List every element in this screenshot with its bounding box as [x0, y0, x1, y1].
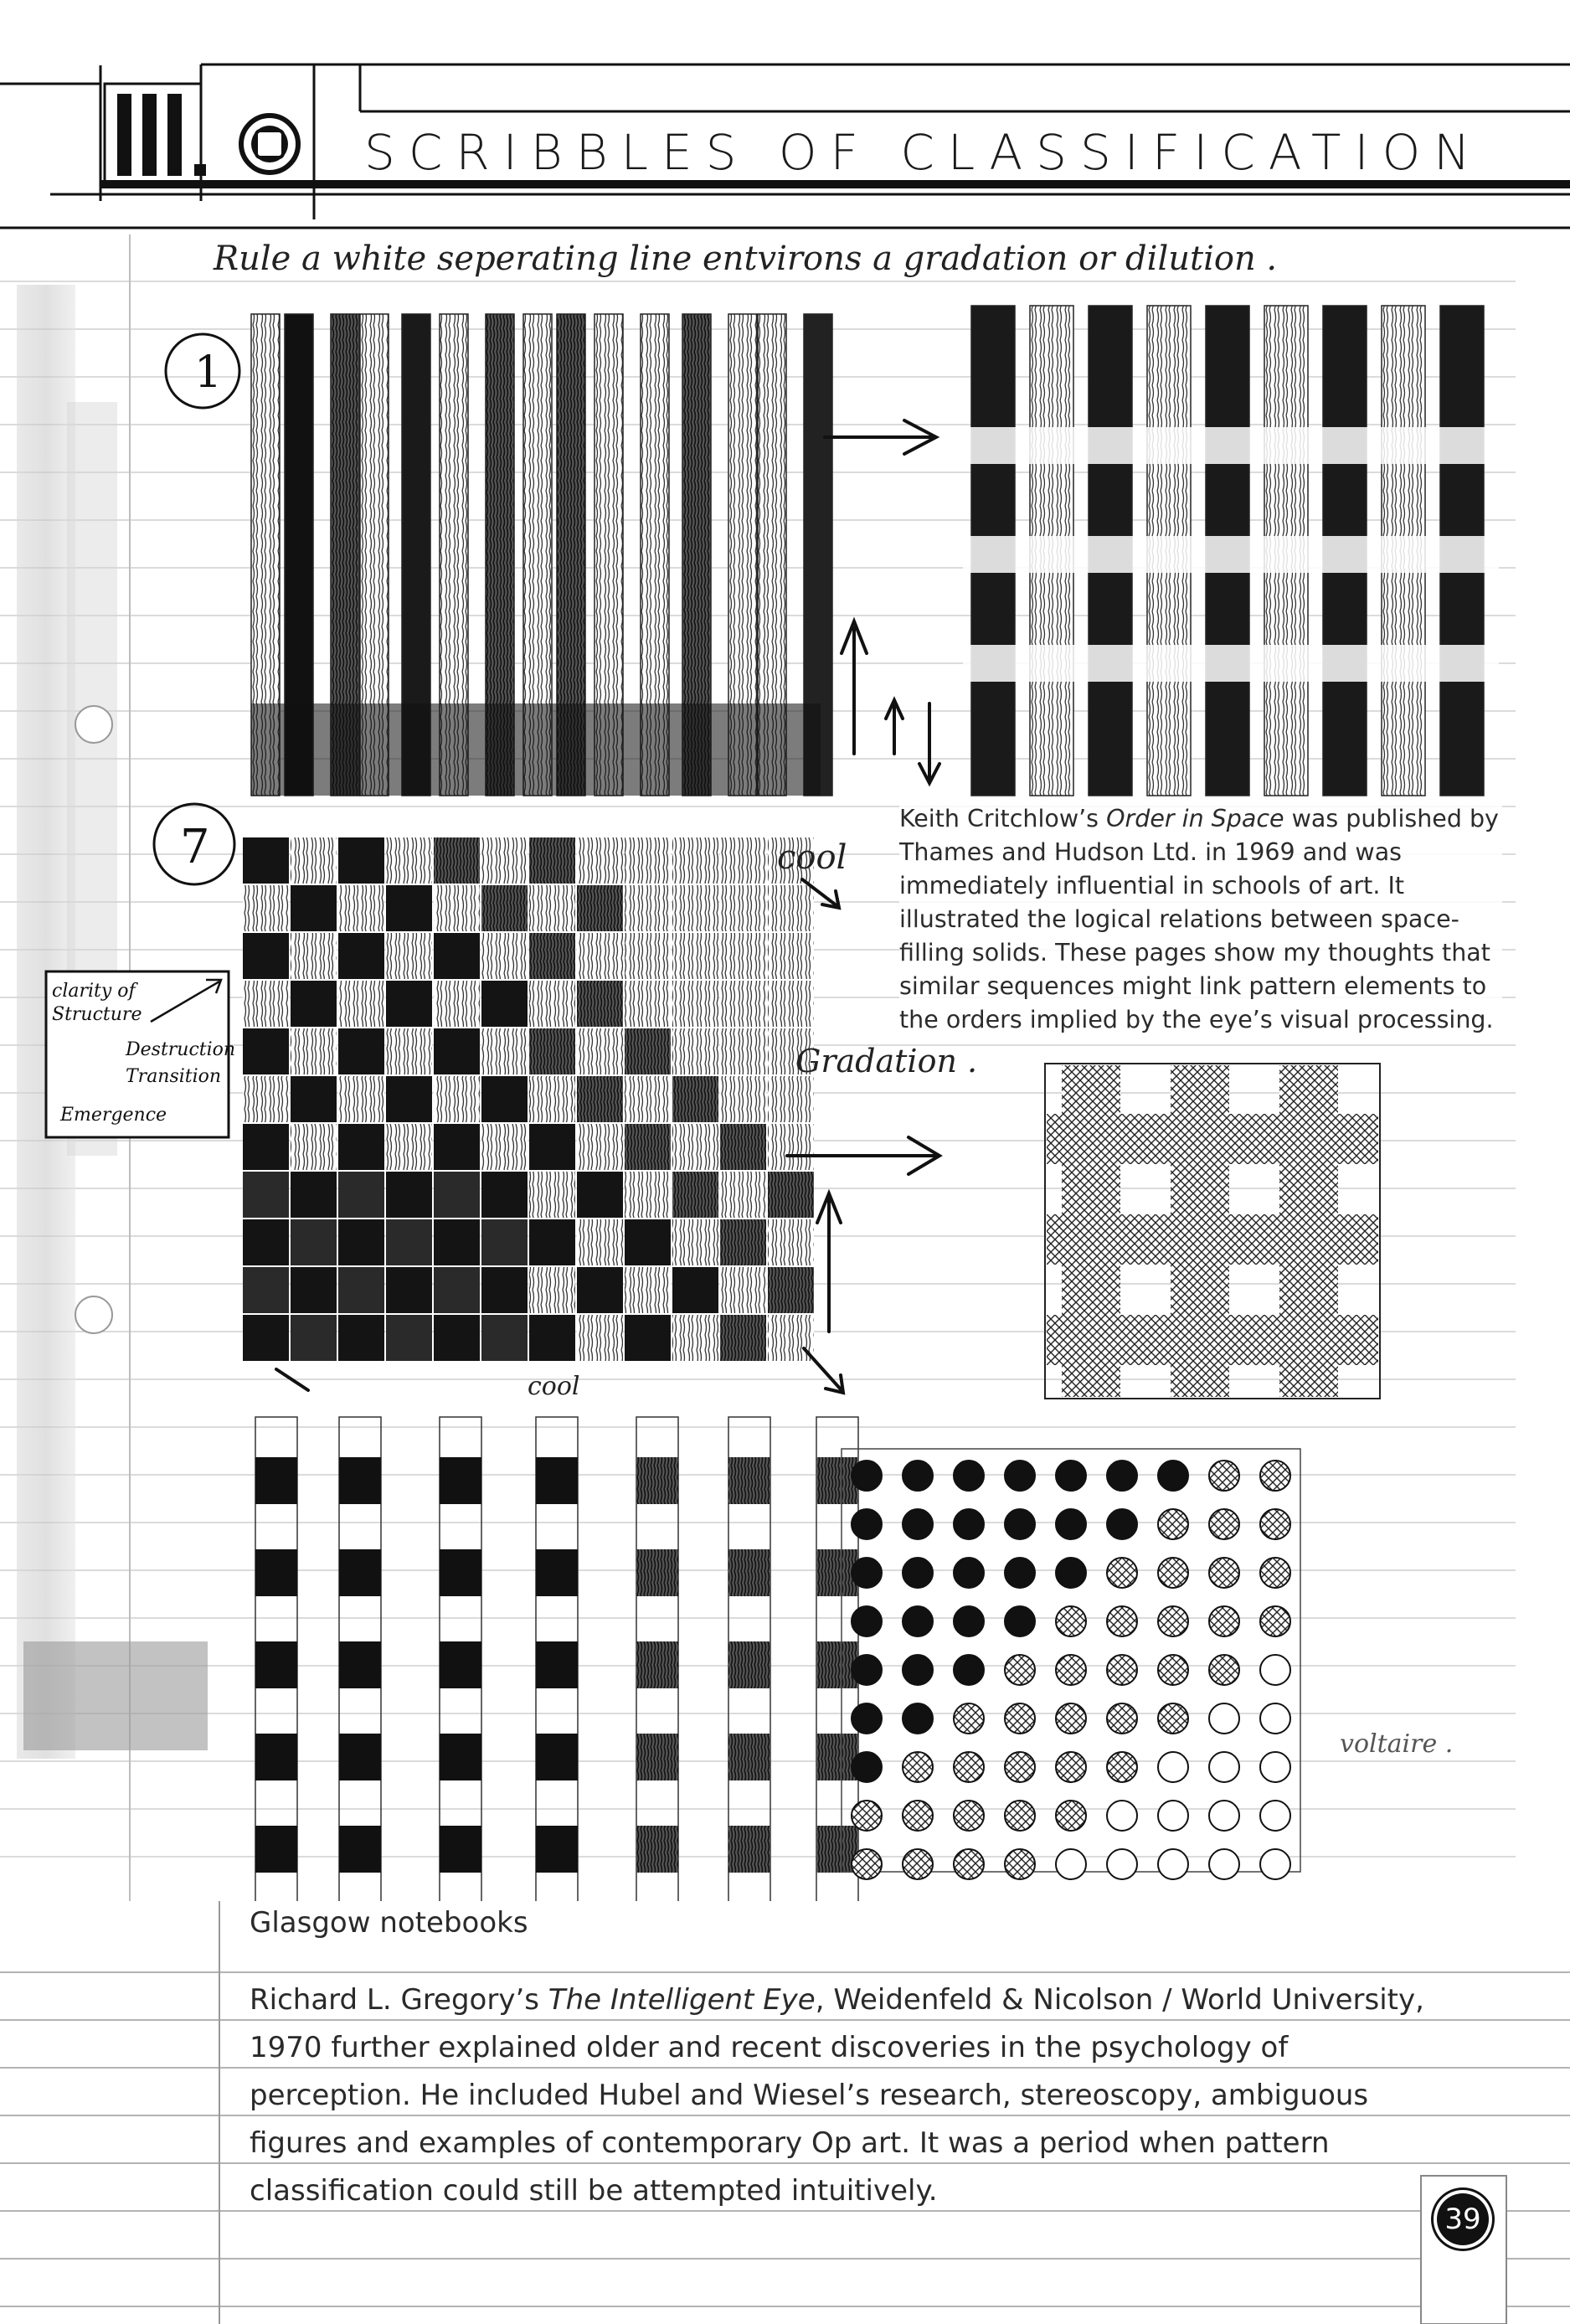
dot-mark	[1158, 1509, 1188, 1539]
checker-cell	[625, 981, 671, 1027]
checker-cell	[768, 1267, 814, 1313]
dot-mark	[1107, 1509, 1137, 1539]
checker-cell	[672, 933, 718, 979]
dot-mark	[1209, 1558, 1239, 1588]
text-segment: , Weidenfeld & Nicolson / World University, 1970 further explained older and recent discoveries in the psychology of perception. He included Hubel and Wiesel’s research, stereoscopy, ambiguous figures and examples of contemporary Op art. It was a period when pattern classification could still be attempted intuitively.	[250, 1983, 1424, 2208]
lower-stripe-band	[255, 1641, 297, 1688]
checker-cell	[291, 1172, 337, 1218]
checker-cell	[243, 1267, 289, 1313]
checker-cell	[577, 1172, 623, 1218]
checker-cell	[386, 933, 432, 979]
dot-mark	[1107, 1558, 1137, 1588]
handwritten-cool-bottom: cool	[528, 1372, 580, 1401]
sidebar-caption	[899, 802, 1502, 1037]
checker-cell	[386, 1076, 432, 1122]
dot-mark	[1158, 1801, 1188, 1831]
notebook-sketch	[0, 234, 1516, 1901]
box-line-3: Destruction	[126, 1039, 236, 1060]
checker-cell	[481, 837, 528, 884]
checker-cell	[434, 1124, 480, 1170]
result-gap	[963, 536, 1499, 573]
checker-cell	[768, 981, 814, 1027]
checker-cell	[434, 1315, 480, 1361]
circle-1-label: 1	[194, 348, 223, 398]
dot-mark	[954, 1655, 984, 1685]
dot-mark	[1158, 1849, 1188, 1879]
page-number-tab	[1420, 2175, 1507, 2324]
dot-mark	[1107, 1752, 1137, 1782]
checker-cell	[434, 837, 480, 884]
lower-stripe-band	[440, 1641, 481, 1688]
checker-cell	[386, 1219, 432, 1265]
result-gap	[963, 645, 1499, 682]
dot-mark	[1209, 1801, 1239, 1831]
lower-stripe-band	[536, 1826, 578, 1873]
checker-cell	[291, 981, 337, 1027]
checker-cell	[481, 885, 528, 931]
checker-cell	[434, 1267, 480, 1313]
checker-cell	[529, 837, 575, 884]
checker-cell	[720, 885, 766, 931]
checker-cell	[243, 1172, 289, 1218]
checker-cell	[577, 1267, 623, 1313]
dot-mark	[852, 1606, 882, 1636]
dot-mark	[1005, 1606, 1035, 1636]
dot-mark	[852, 1509, 882, 1539]
lower-stripe-band	[440, 1826, 481, 1873]
dot-mark	[1209, 1703, 1239, 1734]
checker-cell	[291, 1028, 337, 1074]
lower-stripe-band	[339, 1457, 381, 1504]
dot-mark	[954, 1461, 984, 1491]
body-paragraph	[250, 1976, 1447, 2215]
checker-cell	[338, 1219, 384, 1265]
checker-cell	[625, 1219, 671, 1265]
checker-cell	[768, 885, 814, 931]
dot-mark	[1260, 1849, 1290, 1879]
checker-cell	[338, 1172, 384, 1218]
dot-mark	[1056, 1655, 1086, 1685]
lower-stripe-band	[636, 1641, 678, 1688]
dot-mark	[1209, 1655, 1239, 1685]
checker-cell	[768, 1124, 814, 1170]
checker-cell	[434, 1172, 480, 1218]
checker-cell	[768, 933, 814, 979]
text-segment: was published by Thames and Hudson Ltd. in 1969 and was immediately influential in schools of art. It illustrated the logical relations between space-filling solids. These pages show my thoughts that similar sequences might link pattern elements to the orders implied by the eye’s visual processing.	[899, 805, 1499, 1033]
lower-stripe-band	[536, 1641, 578, 1688]
checker-cell	[243, 1219, 289, 1265]
dot-mark	[1209, 1849, 1239, 1879]
dot-mark	[1209, 1509, 1239, 1539]
dot-mark	[1260, 1801, 1290, 1831]
checker-cell	[529, 1315, 575, 1361]
dot-mark	[852, 1655, 882, 1685]
checker-cell	[386, 1172, 432, 1218]
dot-mark	[1158, 1558, 1188, 1588]
checker-cell	[291, 933, 337, 979]
dot-mark	[1260, 1606, 1290, 1636]
dot-mark	[1158, 1703, 1188, 1734]
dot-mark	[903, 1606, 933, 1636]
lower-stripe-band	[536, 1734, 578, 1780]
checker-cell	[768, 1076, 814, 1122]
checker-cell	[243, 1124, 289, 1170]
lattice-row	[1047, 1214, 1378, 1265]
dot-mark	[1056, 1703, 1086, 1734]
dot-mark	[1107, 1849, 1137, 1879]
lower-stripe-band	[339, 1734, 381, 1780]
checker-cell	[577, 1219, 623, 1265]
dot-mark	[954, 1606, 984, 1636]
dot-mark	[1005, 1849, 1035, 1879]
lattice-row	[1047, 1114, 1378, 1164]
checker-cell	[481, 1219, 528, 1265]
checker-cell	[338, 1076, 384, 1122]
checker-cell	[672, 1124, 718, 1170]
lower-stripe-band	[440, 1549, 481, 1596]
dot-mark	[852, 1703, 882, 1734]
checker-cell	[434, 1219, 480, 1265]
checker-cell	[625, 885, 671, 931]
dot-mark	[852, 1461, 882, 1491]
checker-cell	[720, 1124, 766, 1170]
checker-cell	[338, 1028, 384, 1074]
dot-mark	[1005, 1655, 1035, 1685]
dot-mark	[954, 1752, 984, 1782]
checker-cell	[720, 1172, 766, 1218]
checker-cell	[386, 1315, 432, 1361]
checker-cell	[672, 837, 718, 884]
checker-cell	[577, 885, 623, 931]
checker-cell	[291, 1124, 337, 1170]
checker-cell	[481, 981, 528, 1027]
result-gap	[963, 427, 1499, 464]
checker-cell	[529, 1076, 575, 1122]
checker-cell	[481, 933, 528, 979]
dot-mark	[1056, 1509, 1086, 1539]
checker-cell	[529, 1124, 575, 1170]
checker-cell	[625, 1172, 671, 1218]
checker-cell	[243, 981, 289, 1027]
checker-cell	[625, 1124, 671, 1170]
lower-stripe-band	[728, 1734, 770, 1780]
dot-mark	[1056, 1752, 1086, 1782]
handwritten-cool-top: cool	[777, 838, 847, 877]
checker-cell	[291, 1076, 337, 1122]
lower-stripe-band	[636, 1549, 678, 1596]
dot-mark	[903, 1558, 933, 1588]
checker-cell	[672, 1028, 718, 1074]
checker-cell	[434, 1076, 480, 1122]
dot-mark	[1260, 1752, 1290, 1782]
dot-mark	[1260, 1655, 1290, 1685]
checker-cell	[577, 933, 623, 979]
dot-mark	[1158, 1752, 1188, 1782]
checker-cell	[291, 1219, 337, 1265]
checker-cell	[291, 1267, 337, 1313]
checker-cell	[386, 981, 432, 1027]
dot-mark	[852, 1801, 882, 1831]
dot-mark	[1005, 1509, 1035, 1539]
box-line-4: Transition	[126, 1066, 222, 1087]
notebook-scan	[0, 234, 1516, 1901]
checker-cell	[481, 1267, 528, 1313]
checker-cell	[577, 1124, 623, 1170]
dot-mark	[1107, 1655, 1137, 1685]
checker-cell	[529, 933, 575, 979]
dot-mark	[1260, 1558, 1290, 1588]
dot-mark	[1056, 1606, 1086, 1636]
checker-cell	[291, 837, 337, 884]
dot-mark	[1056, 1801, 1086, 1831]
dot-mark	[903, 1801, 933, 1831]
dot-mark	[1107, 1703, 1137, 1734]
checker-cell	[625, 933, 671, 979]
checker-cell	[768, 1172, 814, 1218]
checker-cell	[672, 1172, 718, 1218]
checker-cell	[243, 1315, 289, 1361]
lower-stripe-band	[440, 1734, 481, 1780]
handwritten-gradation: Gradation .	[795, 1043, 978, 1080]
checker-cell	[338, 1315, 384, 1361]
header-rule-frame	[0, 0, 1570, 234]
checker-cell	[720, 1076, 766, 1122]
dot-mark	[1056, 1461, 1086, 1491]
chapter-title: SCRIBBLES OF CLASSIFICATION	[364, 124, 1484, 181]
dot-mark	[1056, 1849, 1086, 1879]
lower-stripe-band	[255, 1826, 297, 1873]
checker-cell	[434, 933, 480, 979]
checker-cell	[243, 933, 289, 979]
checker-cell	[672, 1219, 718, 1265]
lower-stripe-band	[728, 1826, 770, 1873]
dot-mark	[903, 1703, 933, 1734]
checker-cell	[386, 1267, 432, 1313]
dot-mark	[1056, 1558, 1086, 1588]
checker-cell	[243, 1076, 289, 1122]
handwritten-voltaire: voltaire .	[1340, 1729, 1454, 1759]
lower-stripe-band	[636, 1457, 678, 1504]
dot-mark	[852, 1558, 882, 1588]
checker-cell	[529, 1219, 575, 1265]
dot-mark	[1107, 1606, 1137, 1636]
lower-stripe-band	[440, 1457, 481, 1504]
lower-stripe-band	[536, 1457, 578, 1504]
checker-cell	[529, 1267, 575, 1313]
checker-cell	[720, 933, 766, 979]
checker-cell	[672, 981, 718, 1027]
lattice-row	[1047, 1315, 1378, 1365]
checker-cell	[386, 1124, 432, 1170]
checker-cell	[386, 885, 432, 931]
box-line-1: clarity of	[52, 981, 136, 1002]
checker-cell	[672, 1315, 718, 1361]
lower-stripe-band	[728, 1549, 770, 1596]
figure-caption: Glasgow notebooks	[250, 1906, 528, 1940]
checker-cell	[625, 1028, 671, 1074]
box-line-5: Emergence	[60, 1105, 167, 1126]
text-segment: Richard L. Gregory’s	[250, 1983, 548, 2017]
checker-cell	[529, 885, 575, 931]
checker-cell	[243, 837, 289, 884]
checker-cell	[243, 885, 289, 931]
dot-mark	[1158, 1461, 1188, 1491]
dot-mark	[954, 1703, 984, 1734]
checker-cell	[434, 885, 480, 931]
checker-cell	[338, 837, 384, 884]
checker-cell	[243, 1028, 289, 1074]
checker-cell	[481, 1076, 528, 1122]
lower-stripe-band	[636, 1826, 678, 1873]
dot-mark	[1107, 1801, 1137, 1831]
checker-cell	[529, 1172, 575, 1218]
text-segment: Keith Critchlow’s	[899, 805, 1107, 832]
checker-cell	[625, 1315, 671, 1361]
checker-cell	[291, 885, 337, 931]
checker-cell	[529, 1028, 575, 1074]
dot-mark	[852, 1752, 882, 1782]
checker-cell	[625, 837, 671, 884]
dot-mark	[1005, 1801, 1035, 1831]
dot-mark	[1005, 1752, 1035, 1782]
dot-mark	[954, 1801, 984, 1831]
checker-cell	[338, 1124, 384, 1170]
square-in-circle-icon	[241, 116, 298, 173]
checker-cell	[720, 1315, 766, 1361]
dot-mark	[1209, 1461, 1239, 1491]
lower-stripe-band	[255, 1457, 297, 1504]
checker-cell	[338, 1267, 384, 1313]
checker-cell	[672, 885, 718, 931]
checker-cell	[625, 1267, 671, 1313]
checker-cell	[434, 1028, 480, 1074]
checker-cell	[720, 981, 766, 1027]
dot-mark	[1209, 1606, 1239, 1636]
dot-mark	[954, 1558, 984, 1588]
lower-stripe-band	[636, 1734, 678, 1780]
dot-mark	[903, 1849, 933, 1879]
checker-cell	[577, 1315, 623, 1361]
dot-mark	[1158, 1606, 1188, 1636]
checker-cell	[720, 837, 766, 884]
checker-cell	[577, 981, 623, 1027]
checker-cell	[577, 1076, 623, 1122]
checker-cell	[577, 1028, 623, 1074]
circle-7-label: 7	[180, 820, 210, 874]
handwritten-top-note: Rule a white seperating line entvirons a gradation or dilution .	[214, 240, 1278, 278]
checker-cell	[481, 1315, 528, 1361]
dot-mark	[852, 1849, 882, 1879]
lower-stripe-band	[728, 1457, 770, 1504]
lower-stripe-band	[728, 1641, 770, 1688]
dot-mark	[954, 1509, 984, 1539]
page-number: 39	[1437, 2193, 1489, 2245]
dot-mark	[1260, 1703, 1290, 1734]
dot-mark	[903, 1752, 933, 1782]
dot-mark	[1209, 1752, 1239, 1782]
checker-cell	[481, 1172, 528, 1218]
dot-mark	[1005, 1558, 1035, 1588]
dot-mark	[1260, 1461, 1290, 1491]
checker-cell	[386, 1028, 432, 1074]
checker-cell	[720, 1267, 766, 1313]
lower-stripe-band	[255, 1734, 297, 1780]
checker-cell	[625, 1076, 671, 1122]
lower-stripe-band	[816, 1734, 858, 1780]
lower-stripe-band	[339, 1549, 381, 1596]
checker-cell	[291, 1315, 337, 1361]
checker-cell	[338, 981, 384, 1027]
lower-stripe-band	[536, 1549, 578, 1596]
checker-cell	[720, 1219, 766, 1265]
dot-mark	[903, 1655, 933, 1685]
box-line-2: Structure	[52, 1004, 142, 1025]
lower-stripe-band	[255, 1549, 297, 1596]
checker-cell	[338, 885, 384, 931]
checker-cell	[672, 1267, 718, 1313]
dot-mark	[903, 1461, 933, 1491]
checker-cell	[672, 1076, 718, 1122]
checker-cell	[529, 981, 575, 1027]
italic-title: The Intelligent Eye	[548, 1983, 816, 2017]
dot-mark	[954, 1849, 984, 1879]
lower-stripe-band	[339, 1826, 381, 1873]
dot-mark	[1260, 1509, 1290, 1539]
checker-cell	[481, 1028, 528, 1074]
dot-mark	[1158, 1655, 1188, 1685]
stripe-base-shade	[251, 703, 821, 796]
italic-title: Order in Space	[1106, 805, 1284, 832]
checker-cell	[338, 933, 384, 979]
dot-mark	[903, 1509, 933, 1539]
checker-cell	[577, 837, 623, 884]
dot-mark	[1005, 1461, 1035, 1491]
checker-cell	[386, 837, 432, 884]
checker-cell	[434, 981, 480, 1027]
checker-cell	[481, 1124, 528, 1170]
dot-mark	[1005, 1703, 1035, 1734]
checker-cell	[720, 1028, 766, 1074]
chapter-header	[0, 0, 1570, 234]
dot-mark	[1107, 1461, 1137, 1491]
checker-cell	[768, 1219, 814, 1265]
lower-stripe-band	[339, 1641, 381, 1688]
